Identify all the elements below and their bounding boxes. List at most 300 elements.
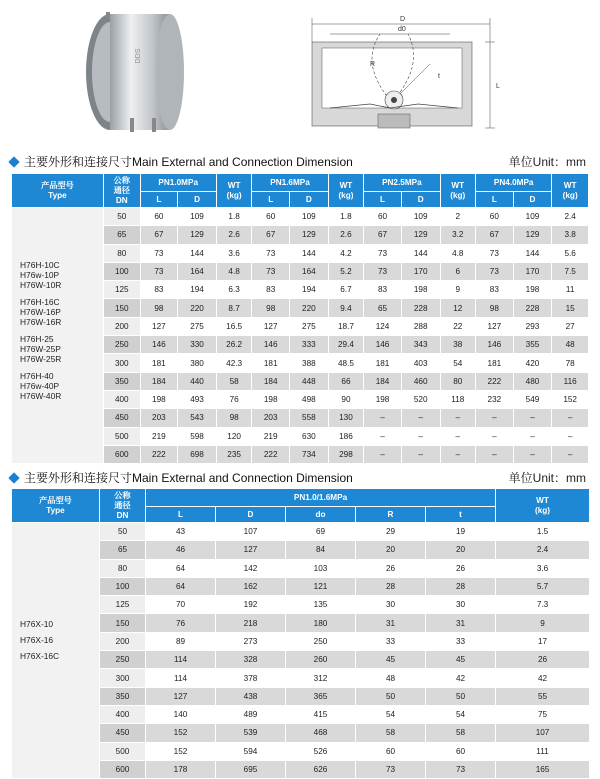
value-cell: – <box>476 409 514 427</box>
value-cell: 58 <box>426 724 496 742</box>
value-cell: 8.7 <box>216 299 252 317</box>
dn-cell: 100 <box>103 262 140 280</box>
value-cell: 420 <box>513 354 552 372</box>
value-cell: 45 <box>356 651 426 669</box>
dn-cell: 50 <box>103 208 140 226</box>
value-cell: 275 <box>290 317 329 335</box>
value-cell: 60 <box>426 742 496 760</box>
value-cell: 198 <box>140 390 178 408</box>
value-cell: 73 <box>476 244 514 262</box>
model-name: H76H-16C <box>20 297 60 307</box>
model-name: H76W-25R <box>20 354 62 364</box>
dn-cell: 250 <box>100 651 146 669</box>
value-cell: 228 <box>513 299 552 317</box>
value-cell: 60 <box>356 742 426 760</box>
value-cell: 75 <box>496 705 590 723</box>
value-cell: 9 <box>496 614 590 632</box>
value-cell: 111 <box>496 742 590 760</box>
value-cell: 2 <box>440 208 476 226</box>
section2-unit: 单位Unit：mm <box>508 471 586 485</box>
value-cell: 28 <box>426 577 496 595</box>
value-cell: 73 <box>252 244 290 262</box>
value-cell: 26 <box>356 559 426 577</box>
value-cell: 144 <box>290 244 329 262</box>
value-cell: 498 <box>290 390 329 408</box>
value-cell: 1.8 <box>328 208 364 226</box>
value-cell: – <box>513 445 552 463</box>
value-cell: 438 <box>216 687 286 705</box>
wt-header: WT (kg) <box>496 489 590 523</box>
value-cell: 76 <box>216 390 252 408</box>
value-cell: 48.5 <box>328 354 364 372</box>
group-header-pn40: PN4.0MPa <box>476 174 552 192</box>
dn-cell: 65 <box>100 541 146 559</box>
value-cell: 109 <box>513 208 552 226</box>
col-header-D: D <box>513 192 552 208</box>
value-cell: 388 <box>290 354 329 372</box>
value-cell: – <box>364 445 402 463</box>
value-cell: 220 <box>178 299 217 317</box>
table-row <box>12 523 590 541</box>
col-header-D: D <box>178 192 217 208</box>
value-cell: 194 <box>178 281 217 299</box>
value-cell: 54 <box>356 705 426 723</box>
value-cell: 178 <box>146 760 216 778</box>
value-cell: 549 <box>513 390 552 408</box>
value-cell: 235 <box>216 445 252 463</box>
value-cell: 5.6 <box>552 244 589 262</box>
value-cell: 50 <box>356 687 426 705</box>
value-cell: 4.8 <box>440 244 476 262</box>
group-header-pn16: PN1.6MPa <box>252 174 328 192</box>
drawing-label-R: R <box>370 61 376 68</box>
value-cell: 54 <box>440 354 476 372</box>
value-cell: 116 <box>552 372 589 390</box>
value-cell: 60 <box>252 208 290 226</box>
value-cell: 46 <box>146 541 216 559</box>
model-name: H76W-10R <box>20 280 62 290</box>
value-cell: 127 <box>252 317 290 335</box>
value-cell: 355 <box>513 336 552 354</box>
value-cell: 73 <box>356 760 426 778</box>
value-cell: 109 <box>290 208 329 226</box>
dn-cell: 125 <box>103 281 140 299</box>
value-cell: 127 <box>146 687 216 705</box>
value-cell: 594 <box>216 742 286 760</box>
value-cell: 54 <box>426 705 496 723</box>
dn-header: 公称 通径 DN <box>103 174 140 208</box>
value-cell: 43 <box>146 523 216 541</box>
value-cell: 84 <box>286 541 356 559</box>
value-cell: – <box>552 409 589 427</box>
dn-cell: 300 <box>100 669 146 687</box>
value-cell: 144 <box>401 244 440 262</box>
col-header-L: L <box>252 192 290 208</box>
value-cell: 69 <box>286 523 356 541</box>
value-cell: 16.5 <box>216 317 252 335</box>
col-header-t: t <box>426 507 496 523</box>
value-cell: 343 <box>401 336 440 354</box>
value-cell: – <box>401 409 440 427</box>
value-cell: 489 <box>216 705 286 723</box>
value-cell: 28 <box>356 577 426 595</box>
value-cell: 181 <box>252 354 290 372</box>
value-cell: 460 <box>401 372 440 390</box>
value-cell: 73 <box>252 262 290 280</box>
value-cell: 114 <box>146 669 216 687</box>
value-cell: 73 <box>364 262 402 280</box>
value-cell: 33 <box>426 632 496 650</box>
value-cell: 260 <box>286 651 356 669</box>
value-cell: 165 <box>496 760 590 778</box>
value-cell: 121 <box>286 577 356 595</box>
col-header-L: L <box>140 192 178 208</box>
col-header-D: D <box>290 192 329 208</box>
value-cell: 184 <box>252 372 290 390</box>
value-cell: 220 <box>290 299 329 317</box>
value-cell: 124 <box>364 317 402 335</box>
value-cell: – <box>513 427 552 445</box>
value-cell: 127 <box>216 541 286 559</box>
value-cell: 15 <box>552 299 589 317</box>
value-cell: 9.4 <box>328 299 364 317</box>
value-cell: 67 <box>140 226 178 244</box>
value-cell: 170 <box>513 262 552 280</box>
value-cell: 98 <box>216 409 252 427</box>
wt-header: WT (kg) <box>552 174 589 208</box>
value-cell: 129 <box>178 226 217 244</box>
value-cell: 250 <box>286 632 356 650</box>
value-cell: 180 <box>286 614 356 632</box>
value-cell: 83 <box>476 281 514 299</box>
value-cell: 83 <box>252 281 290 299</box>
dn-cell: 50 <box>100 523 146 541</box>
value-cell: 186 <box>328 427 364 445</box>
value-cell: 135 <box>286 596 356 614</box>
dn-cell: 600 <box>100 760 146 778</box>
value-cell: 83 <box>364 281 402 299</box>
col-header-do: do <box>286 507 356 523</box>
value-cell: 127 <box>140 317 178 335</box>
value-cell: 26 <box>496 651 590 669</box>
value-cell: 328 <box>216 651 286 669</box>
value-cell: 181 <box>140 354 178 372</box>
dn-cell: 600 <box>103 445 140 463</box>
value-cell: 140 <box>146 705 216 723</box>
value-cell: 468 <box>286 724 356 742</box>
value-cell: 228 <box>401 299 440 317</box>
dn-cell: 450 <box>103 409 140 427</box>
value-cell: 543 <box>178 409 217 427</box>
value-cell: 448 <box>290 372 329 390</box>
dn-cell: 400 <box>103 390 140 408</box>
value-cell: 198 <box>513 281 552 299</box>
value-cell: 152 <box>146 724 216 742</box>
value-cell: 734 <box>290 445 329 463</box>
model-name: H76W-16P <box>20 307 61 317</box>
value-cell: 146 <box>476 336 514 354</box>
model-name: H76X-16 <box>20 635 54 645</box>
col-header-D: D <box>216 507 286 523</box>
dn-cell: 300 <box>103 354 140 372</box>
value-cell: 440 <box>178 372 217 390</box>
value-cell: 146 <box>364 336 402 354</box>
value-cell: 2.6 <box>328 226 364 244</box>
value-cell: – <box>401 445 440 463</box>
dn-cell: 500 <box>103 427 140 445</box>
value-cell: 58 <box>216 372 252 390</box>
value-cell: 203 <box>140 409 178 427</box>
value-cell: 89 <box>146 632 216 650</box>
value-cell: 107 <box>216 523 286 541</box>
value-cell: 20 <box>356 541 426 559</box>
value-cell: 480 <box>513 372 552 390</box>
value-cell: 129 <box>513 226 552 244</box>
value-cell: 164 <box>290 262 329 280</box>
value-cell: 203 <box>252 409 290 427</box>
value-cell: 18.7 <box>328 317 364 335</box>
dn-cell: 450 <box>100 724 146 742</box>
value-cell: 1.5 <box>496 523 590 541</box>
value-cell: 170 <box>401 262 440 280</box>
value-cell: 83 <box>140 281 178 299</box>
dn-cell: 500 <box>100 742 146 760</box>
value-cell: 120 <box>216 427 252 445</box>
value-cell: 38 <box>440 336 476 354</box>
model-list <box>12 523 100 779</box>
value-cell: – <box>552 427 589 445</box>
value-cell: 273 <box>216 632 286 650</box>
dn-cell: 100 <box>100 577 146 595</box>
value-cell: – <box>476 427 514 445</box>
value-cell: 365 <box>286 687 356 705</box>
value-cell: 109 <box>178 208 217 226</box>
value-cell: 60 <box>476 208 514 226</box>
value-cell: 539 <box>216 724 286 742</box>
value-cell: 164 <box>178 262 217 280</box>
value-cell: 2.4 <box>552 208 589 226</box>
value-cell: 192 <box>216 596 286 614</box>
model-name: H76W-40R <box>20 391 62 401</box>
value-cell: 64 <box>146 577 216 595</box>
value-cell: 7.5 <box>552 262 589 280</box>
value-cell: 142 <box>216 559 286 577</box>
dimension-table-2 <box>11 488 590 779</box>
dn-cell: 250 <box>103 336 140 354</box>
value-cell: – <box>552 445 589 463</box>
value-cell: 222 <box>252 445 290 463</box>
value-cell: 66 <box>328 372 364 390</box>
value-cell: – <box>440 427 476 445</box>
value-cell: 29.4 <box>328 336 364 354</box>
diamond-bullet-icon <box>8 157 19 168</box>
value-cell: 184 <box>140 372 178 390</box>
value-cell: 73 <box>364 244 402 262</box>
value-cell: 4.8 <box>216 262 252 280</box>
value-cell: 64 <box>146 559 216 577</box>
value-cell: 73 <box>140 244 178 262</box>
value-cell: 3.8 <box>552 226 589 244</box>
value-cell: 45 <box>426 651 496 669</box>
drawing-label-d0: d0 <box>398 26 406 33</box>
wt-header: WT (kg) <box>328 174 364 208</box>
value-cell: 181 <box>476 354 514 372</box>
value-cell: 194 <box>290 281 329 299</box>
value-cell: 198 <box>364 390 402 408</box>
value-cell: 493 <box>178 390 217 408</box>
value-cell: 31 <box>356 614 426 632</box>
dn-header: 公称 通径 DN <box>100 489 146 523</box>
value-cell: 2.6 <box>216 226 252 244</box>
value-cell: 198 <box>401 281 440 299</box>
value-cell: 60 <box>140 208 178 226</box>
dn-cell: 200 <box>103 317 140 335</box>
model-name: H76W-16R <box>20 317 62 327</box>
value-cell: 26 <box>426 559 496 577</box>
value-cell: 33 <box>356 632 426 650</box>
value-cell: 130 <box>328 409 364 427</box>
value-cell: 118 <box>440 390 476 408</box>
value-cell: 31 <box>426 614 496 632</box>
value-cell: 415 <box>286 705 356 723</box>
valve-section-drawing <box>290 4 526 140</box>
value-cell: 48 <box>552 336 589 354</box>
value-cell: 20 <box>426 541 496 559</box>
value-cell: 60 <box>364 208 402 226</box>
type-header: 产品型号 Type <box>12 489 100 523</box>
value-cell: 312 <box>286 669 356 687</box>
value-cell: – <box>440 445 476 463</box>
col-header-R: R <box>356 507 426 523</box>
value-cell: 630 <box>290 427 329 445</box>
value-cell: – <box>364 427 402 445</box>
header-images <box>0 0 600 148</box>
dn-cell: 200 <box>100 632 146 650</box>
drawing-label-L: L <box>496 83 500 90</box>
value-cell: 30 <box>426 596 496 614</box>
value-cell: – <box>513 409 552 427</box>
value-cell: 107 <box>496 724 590 742</box>
group-header-pn10-16: PN1.0/1.6MPa <box>146 489 496 507</box>
value-cell: 98 <box>476 299 514 317</box>
value-cell: 73 <box>476 262 514 280</box>
value-cell: 222 <box>140 445 178 463</box>
model-name: H76X-10 <box>20 619 54 629</box>
value-cell: 67 <box>476 226 514 244</box>
value-cell: 6 <box>440 262 476 280</box>
value-cell: 50 <box>426 687 496 705</box>
value-cell: 598 <box>178 427 217 445</box>
dn-cell: 150 <box>103 299 140 317</box>
value-cell: 70 <box>146 596 216 614</box>
group-header-pn10: PN1.0MPa <box>140 174 216 192</box>
group-header-pn25: PN2.5MPa <box>364 174 440 192</box>
value-cell: 198 <box>252 390 290 408</box>
model-name: H76H-10C <box>20 260 60 270</box>
type-header: 产品型号 Type <box>12 174 104 208</box>
value-cell: – <box>401 427 440 445</box>
value-cell: 275 <box>178 317 217 335</box>
dn-cell: 400 <box>100 705 146 723</box>
section2-title: 主要外形和连接尺寸Main External and Connection Dimension <box>8 470 353 486</box>
value-cell: 5.2 <box>328 262 364 280</box>
value-cell: 520 <box>401 390 440 408</box>
value-cell: 232 <box>476 390 514 408</box>
value-cell: 55 <box>496 687 590 705</box>
value-cell: 3.6 <box>216 244 252 262</box>
value-cell: 219 <box>252 427 290 445</box>
value-cell: 626 <box>286 760 356 778</box>
value-cell: 152 <box>552 390 589 408</box>
value-cell: – <box>476 445 514 463</box>
dn-cell: 150 <box>100 614 146 632</box>
value-cell: 9 <box>440 281 476 299</box>
drawing-label-D: D <box>400 16 406 23</box>
value-cell: 129 <box>290 226 329 244</box>
value-cell: 403 <box>401 354 440 372</box>
model-name: H76H-25 <box>20 334 54 344</box>
value-cell: 98 <box>252 299 290 317</box>
value-cell: 114 <box>146 651 216 669</box>
value-cell: 19 <box>426 523 496 541</box>
dn-cell: 350 <box>100 687 146 705</box>
model-list <box>12 208 104 464</box>
value-cell: 152 <box>146 742 216 760</box>
value-cell: – <box>440 409 476 427</box>
dn-cell: 125 <box>100 596 146 614</box>
value-cell: 78 <box>552 354 589 372</box>
value-cell: 7.3 <box>496 596 590 614</box>
value-cell: 695 <box>216 760 286 778</box>
value-cell: 58 <box>356 724 426 742</box>
value-cell: 80 <box>440 372 476 390</box>
value-cell: 2.4 <box>496 541 590 559</box>
value-cell: 98 <box>140 299 178 317</box>
dn-cell: 80 <box>100 559 146 577</box>
value-cell: 293 <box>513 317 552 335</box>
value-cell: 90 <box>328 390 364 408</box>
value-cell: 5.7 <box>496 577 590 595</box>
value-cell: 526 <box>286 742 356 760</box>
section1-unit: 单位Unit：mm <box>508 155 586 169</box>
model-name: H76X-16C <box>20 651 60 661</box>
svg-text:DDS: DDS <box>135 48 142 64</box>
value-cell: 76 <box>146 614 216 632</box>
value-cell: 288 <box>401 317 440 335</box>
drawing-label-t: t <box>438 73 440 80</box>
value-cell: 27 <box>552 317 589 335</box>
value-cell: 22 <box>440 317 476 335</box>
value-cell: 1.8 <box>216 208 252 226</box>
section1-title: 主要外形和连接尺寸Main External and Connection Dimension <box>8 154 353 170</box>
value-cell: 144 <box>178 244 217 262</box>
value-cell: 129 <box>401 226 440 244</box>
col-header-L: L <box>146 507 216 523</box>
value-cell: 144 <box>513 244 552 262</box>
value-cell: 222 <box>476 372 514 390</box>
value-cell: 12 <box>440 299 476 317</box>
check-valve-photo <box>80 6 188 138</box>
value-cell: 26.2 <box>216 336 252 354</box>
model-name: H76w-10P <box>20 270 60 280</box>
value-cell: 219 <box>140 427 178 445</box>
table-row <box>12 208 589 226</box>
col-header-L: L <box>476 192 514 208</box>
value-cell: 42.3 <box>216 354 252 372</box>
value-cell: 4.2 <box>328 244 364 262</box>
col-header-L: L <box>364 192 402 208</box>
wt-header: WT (kg) <box>216 174 252 208</box>
